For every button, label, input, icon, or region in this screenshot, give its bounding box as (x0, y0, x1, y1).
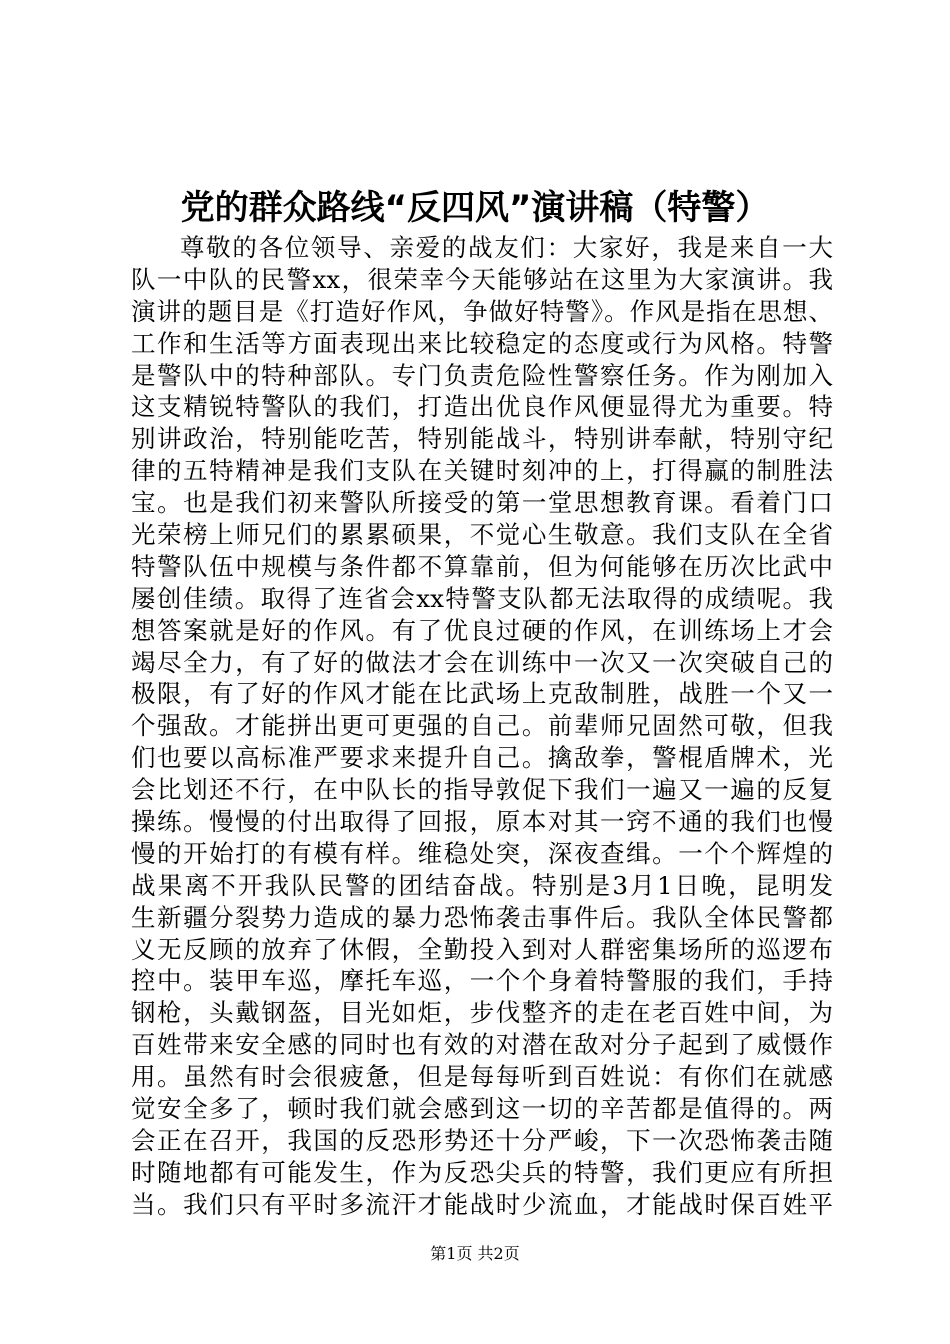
body-line: 尊敬的各位领导、亲爱的战友们：大家好，我是来自一大 (180, 233, 833, 262)
body-line: 们也要以高标准严要求来提升自己。擒敌拳，警棍盾牌术，光 (131, 743, 833, 773)
body-line: 想答案就是好的作风。有了优良过硬的作风，在训练场上才会 (131, 615, 833, 645)
body-line: 控中。装甲车巡，摩托车巡，一个个身着特警服的我们，手持 (131, 966, 833, 996)
body-line: 特警队伍中规模与条件都不算靠前，但为何能够在历次比武中 (131, 551, 833, 581)
body-line: 会正在召开，我国的反恐形势还十分严峻，下一次恐怖袭击随 (131, 1125, 833, 1155)
page-number-footer: 第1页 共2页 (430, 1244, 520, 1263)
body-line: 这支精锐特警队的我们，打造出优良作风便显得尤为重要。特 (131, 392, 833, 422)
body-line: 别讲政治，特别能吃苦，特别能战斗，特别讲奉献，特别守纪 (131, 424, 833, 454)
body-line: 极限，有了好的作风才能在比武场上克敌制胜，战胜一个又一 (131, 679, 833, 709)
body-line: 工作和生活等方面表现出来比较稳定的态度或行为风格。特警 (131, 328, 833, 358)
body-line: 觉安全多了，顿时我们就会感到这一切的辛苦都是值得的。两 (131, 1094, 833, 1124)
body-line: 队一中队的民警xx，很荣幸今天能够站在这里为大家演讲。我 (131, 264, 833, 294)
body-line: 百姓带来安全感的同时也有效的对潜在敌对分子起到了威慑作 (131, 1030, 833, 1060)
body-line: 用。虽然有时会很疲惫，但是每每听到百姓说：有你们在就感 (131, 1062, 833, 1092)
body-line: 时随地都有可能发生，作为反恐尖兵的特警，我们更应有所担 (131, 1157, 833, 1187)
body-line: 屡创佳绩。取得了连省会xx特警支队都无法取得的成绩呢。我 (131, 583, 833, 613)
body-line: 宝。也是我们初来警队所接受的第一堂思想教育课。看着门口 (131, 488, 833, 518)
body-line: 演讲的题目是《打造好作风，争做好特警》。作风是指在思想、 (131, 296, 833, 326)
body-line: 当。我们只有平时多流汗才能战时少流血，才能战时保百姓平 (131, 1189, 833, 1219)
document-body (131, 232, 833, 1221)
body-line: 慢的开始打的有模有样。维稳处突，深夜查缉。一个个辉煌的 (131, 838, 833, 868)
body-line: 光荣榜上师兄们的累累硕果，不觉心生敬意。我们支队在全省 (131, 520, 833, 550)
body-line: 是警队中的特种部队。专门负责危险性警察任务。作为刚加入 (131, 360, 833, 390)
body-line: 战果离不开我队民警的团结奋战。特别是3月1日晚，昆明发 (131, 870, 833, 900)
body-line: 义无反顾的放弃了休假，全勤投入到对人群密集场所的巡逻布 (131, 934, 833, 964)
body-line: 操练。慢慢的付出取得了回报，原本对其一窍不通的我们也慢 (131, 807, 833, 837)
body-line: 竭尽全力，有了好的做法才会在训练中一次又一次突破自己的 (131, 647, 833, 677)
body-line: 会比划还不行，在中队长的指导敦促下我们一遍又一遍的反复 (131, 775, 833, 805)
body-line: 钢枪，头戴钢盔，目光如炬，步伐整齐的走在老百姓中间，为 (131, 998, 833, 1028)
body-line: 个强敌。才能拼出更可更强的自己。前辈师兄固然可敬，但我 (131, 711, 833, 741)
document-title: 党的群众路线“反四风”演讲稿（特警） (180, 188, 770, 228)
body-line: 律的五特精神是我们支队在关键时刻冲的上，打得赢的制胜法 (131, 456, 833, 486)
body-line: 生新疆分裂势力造成的暴力恐怖袭击事件后。我队全体民警都 (131, 902, 833, 932)
